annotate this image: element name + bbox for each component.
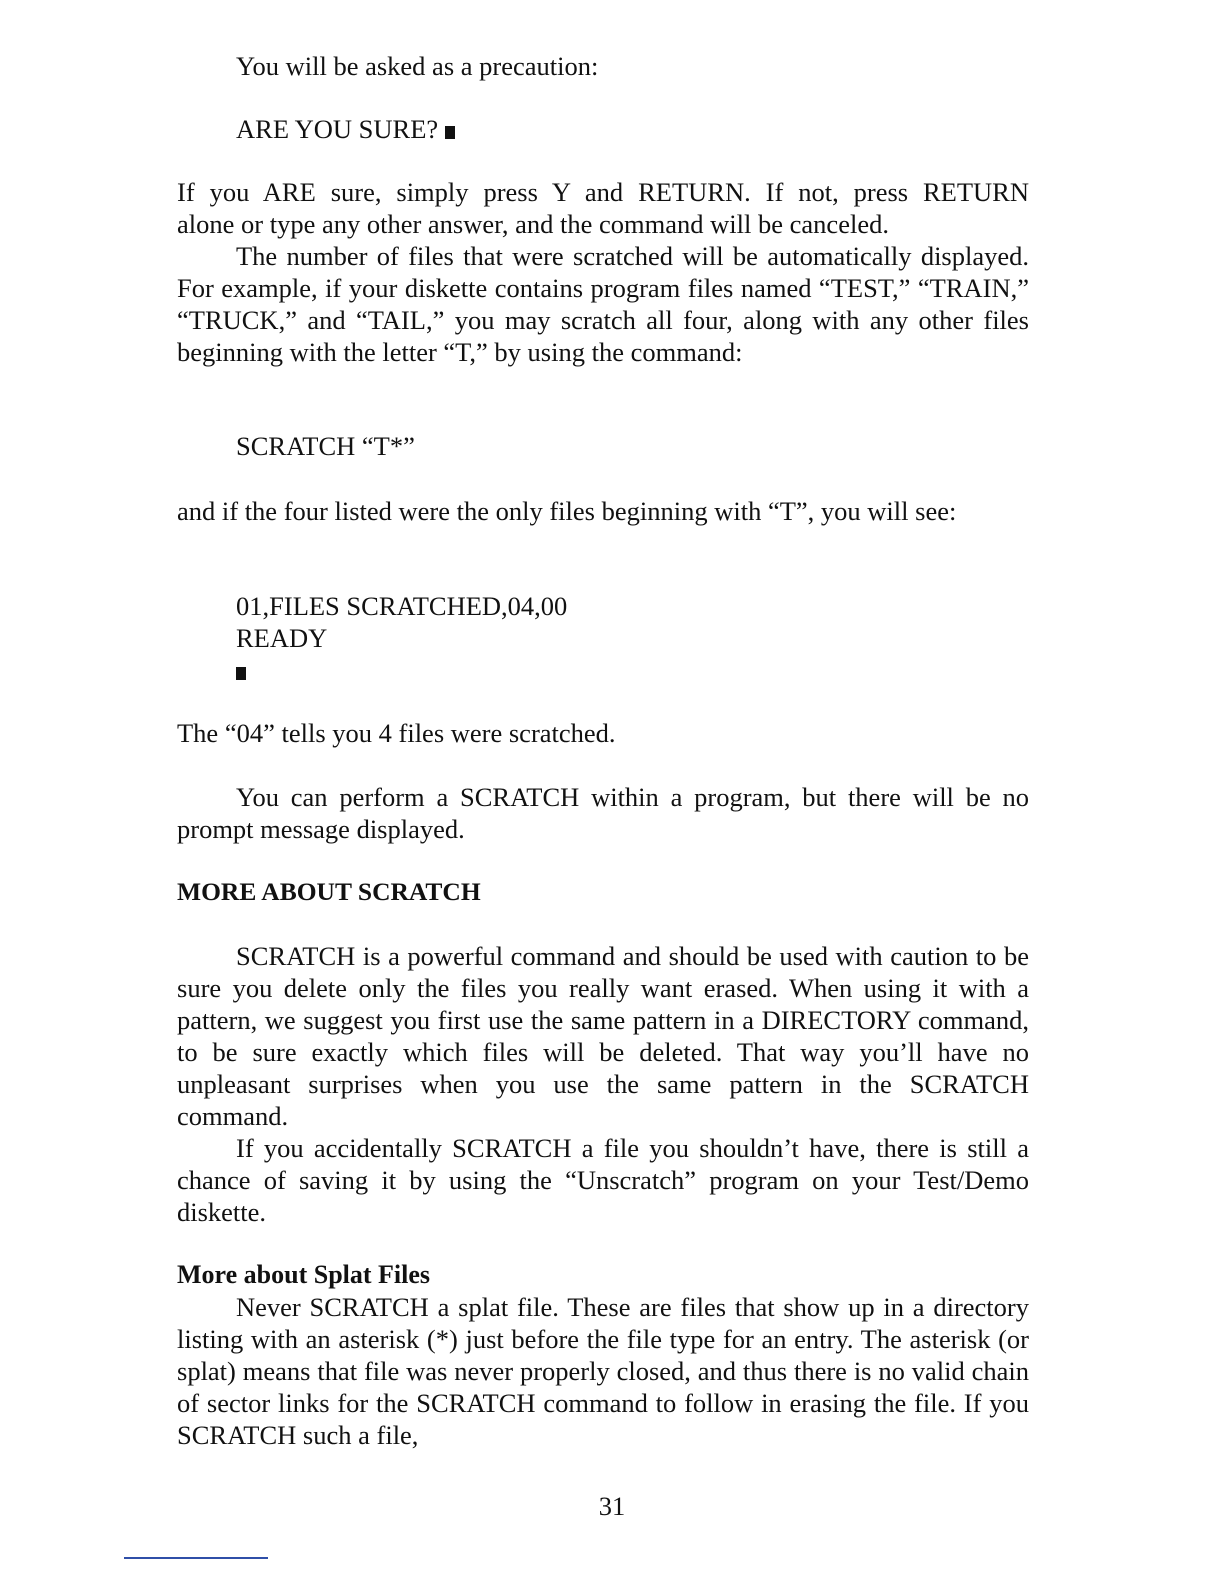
are-you-sure-prompt [236, 113, 1088, 145]
are-you-sure-text: ARE YOU SURE? [236, 114, 439, 144]
cursor-block-icon [445, 126, 455, 139]
cursor-line [236, 654, 1088, 686]
tells-you-text: The “04” tells you 4 files were scratched. [177, 718, 616, 748]
four-listed-paragraph: and if the four listed were the only files beginning with “T”, you will see: [177, 496, 957, 526]
more-about-scratch-heading: MORE ABOUT SCRATCH [177, 877, 481, 906]
cursor-block-icon [236, 667, 246, 680]
splat-files-paragraph: Never SCRATCH a splat file. These are files that show up in a directory listing with an asterisk (*) just before the file type for an entry. The asterisk (or splat) means that file was never properly closed, and thus there is no valid chain of sector links for the SCRATCH command to follow in erasing the file. If you SCRATCH such a file, [177, 1292, 1029, 1450]
scan-edge-line [124, 1557, 268, 1559]
sure-paragraph-line-1: If you ARE sure, simply press Y and RETURN. If not, press RETURN [177, 177, 1029, 207]
files-scratched-output: 01,FILES SCRATCHED,04,00 [236, 591, 568, 621]
splat-files-heading: More about Splat Files [177, 1260, 431, 1289]
more-about-scratch-paragraph-2: If you accidentally SCRATCH a file you shouldn’t have, there is still a chance of saving it by using the “Unscratch” program on your Test/Demo diskette. [177, 1133, 1029, 1227]
sure-paragraph-line-2: alone or type any other answer, and the command will be canceled. [177, 209, 889, 239]
ready-output: READY [236, 623, 328, 653]
more-about-scratch-paragraph-1: SCRATCH is a powerful command and should be used with caution to be sure you delete only the files you really want erased. When using it with a pattern, we suggest you first use the same pattern in a DIRECTORY command, to be sure exactly which files will be deleted. That way you’ll have no unpleasant surprises when you use the same pattern in the SCRATCH command. [177, 941, 1029, 1131]
number-paragraph: The number of files that were scratched will be automatically displayed. For example, if your diskette contains program files named “TEST,” “TRAIN,” “TRUCK,” and “TAIL,” you may scratch all four, along with any other files beginning with the letter “T,” by using the command: [177, 241, 1029, 367]
within-program-paragraph: You can perform a SCRATCH within a program, but there will be no prompt message displayed. [177, 782, 1029, 844]
page-number: 31 [598, 1491, 626, 1521]
precaution-text: You will be asked as a precaution: [236, 51, 599, 81]
scratch-command-example: SCRATCH “T*” [236, 431, 415, 461]
